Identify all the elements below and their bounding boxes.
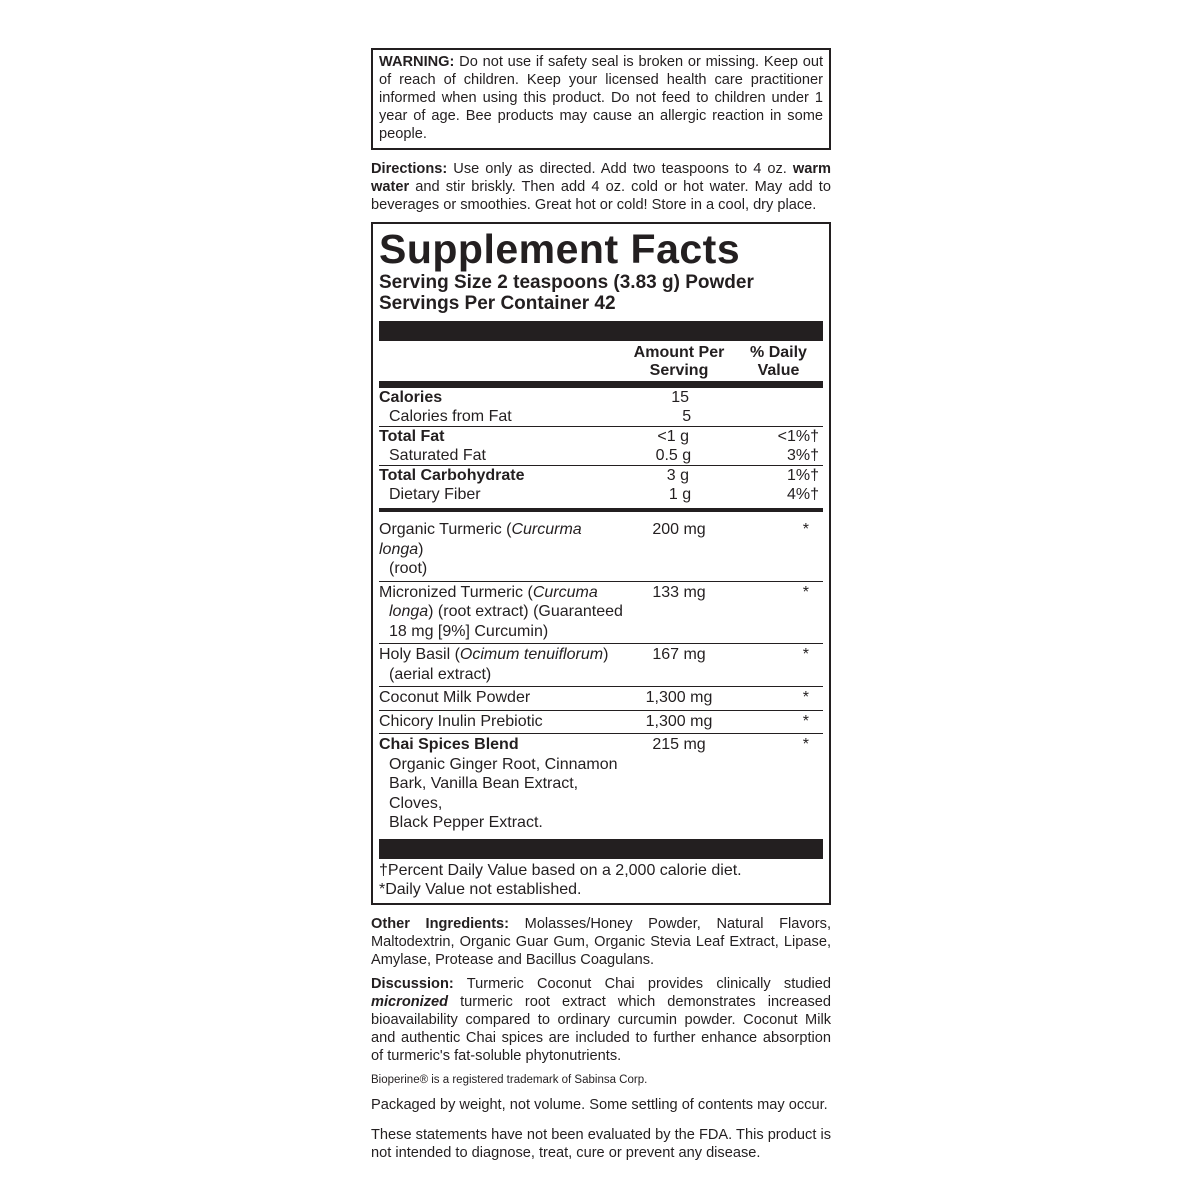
nutrient-amount: 3 g [666,467,689,484]
footer-divider [379,839,823,859]
nutrient-amount: 5 [682,408,692,425]
amount-per-serving-header: Amount Per Serving [633,344,725,379]
warning-box [371,48,831,150]
ingredient-dv: * [802,712,809,730]
directions-heading: Directions: [371,161,448,177]
ingredient-row [379,581,823,644]
other-ingredients-heading: Other Ingredients: [371,915,510,932]
nutrient-amount: 1 g [668,486,692,503]
nutrient-dv [736,407,823,426]
discussion [371,975,831,1065]
product-label [371,48,831,1162]
ingredient-row [379,733,823,839]
nutrient-dv: 3%† [786,447,819,464]
ingredient-row [379,512,823,581]
ingredient-row [379,643,823,686]
ingredient-dv: * [802,736,809,753]
ingredient-name: Micronized Turmeric (Curcuma longa) (root extract) (Guaranteed 18 mg [9%] Curcumin) [379,583,623,640]
daily-value-header: % Daily Value [750,344,807,379]
supplement-facts-title: Supplement Facts [379,226,741,272]
nutrient-name: Calories from Fat [389,408,512,425]
packaged-note: Packaged by weight, not volume. Some settling of contents may occur. [371,1096,828,1113]
discussion-text-a: Turmeric Coconut Chai provides clinically studied [466,975,831,992]
ingredient-amount: 200 mg [652,521,706,538]
ingredient-row [379,710,823,734]
ingredient-name: Chicory Inulin Prebiotic [379,712,543,730]
ingredient-dv: * [802,646,809,663]
ingredient-amount: 215 mg [652,736,706,753]
nutrient-name: Dietary Fiber [389,486,481,503]
warning-text: Do not use if safety seal is broken or missing. Keep out of reach of children. Keep your licensed health care practitioner informed when using this product. Do not feed to children under 1 year of age. Bee products may cause an allergic reaction in some people. [379,54,823,142]
supplement-facts-panel [371,222,831,905]
ingredient-name: Organic Turmeric (Curcurma longa) (root) [379,521,582,577]
nutrient-dv: 4%† [786,486,819,503]
directions [371,160,831,214]
nutrient-dv [734,388,823,407]
ingredient-row [379,686,823,710]
nutrient-row [379,446,823,465]
ingredient-dv: * [802,689,809,706]
ingredient-amount: 1,300 mg [645,712,713,730]
ingredient-amount: 133 mg [652,583,706,601]
nutrient-amount: 15 [671,389,689,406]
ingredient-name: Chai Spices Blend Organic Ginger Root, Cinnamon Bark, Vanilla Bean Extract, Cloves, Black Pepper Extract. [379,736,618,831]
nutrient-name: Saturated Fat [389,447,486,464]
nutrient-row [379,407,823,426]
nutrient-row [379,388,823,407]
servings-per-container: Servings Per Container 42 [379,293,616,314]
serving-size: Serving Size 2 teaspoons (3.83 g) Powder [379,272,754,293]
nutrient-dv: 1%† [786,467,819,484]
nutrient-dv: <1%† [777,428,819,445]
nutrient-row [379,426,823,446]
nutrient-amount: 0.5 g [655,447,692,464]
nutrient-row [379,485,823,508]
trademark-note: Bioperine® is a registered trademark of Sabinsa Corp. [371,1073,648,1086]
nutrient-amount: <1 g [657,428,689,445]
directions-bold: warm water [371,161,832,195]
footnote-not-established: *Daily Value not established. [379,880,582,898]
footnotes [379,859,823,899]
discussion-heading: Discussion: [371,975,454,992]
column-header [379,341,823,381]
other-ingredients-text: Molasses/Honey Powder, Natural Flavors, Maltodextrin, Organic Guar Gum, Organic Stevia Leaf Extract, Lipase, Amylase, Protease and Bacillus Coagulans. [371,915,832,968]
thick-divider [379,321,823,341]
ingredient-name: Holy Basil (Ocimum tenuiflorum) (aerial extract) [379,646,609,683]
other-ingredients [371,915,831,969]
ingredient-dv: * [802,583,809,601]
nutrient-name: Total Carbohydrate [379,467,525,484]
ingredient-dv: * [802,521,809,538]
discussion-text-b: turmeric root extract which demonstrates increased bioavailability compared to ordinary curcumin powder. Coconut Milk and authentic Chai spices are included to further enhance absorption of turmeric's fat-soluble phytonutrients. [371,993,831,1064]
fda-disclaimer: These statements have not been evaluated by the FDA. This product is not intended to diagnose, treat, cure or prevent any disease. [371,1126,831,1161]
nutrient-name: Calories [379,389,443,406]
discussion-emphasis: micronized [371,993,449,1010]
ingredient-name: Coconut Milk Powder [379,689,531,706]
footnote-daily-value: †Percent Daily Value based on a 2,000 calorie diet. [379,861,742,879]
ingredient-amount: 167 mg [652,646,706,663]
directions-text-a: Use only as directed. Add two teaspoons to 4 oz. [453,161,787,177]
header-divider [379,381,823,388]
warning-heading: WARNING: [379,54,455,70]
nutrient-row [379,465,823,485]
nutrient-name: Total Fat [379,428,445,445]
directions-text-b: and stir briskly. Then add 4 oz. cold or hot water. May add to beverages or smoothies. Great hot or cold! Store in a cool, dry place. [371,179,831,213]
ingredient-amount: 1,300 mg [645,689,713,706]
